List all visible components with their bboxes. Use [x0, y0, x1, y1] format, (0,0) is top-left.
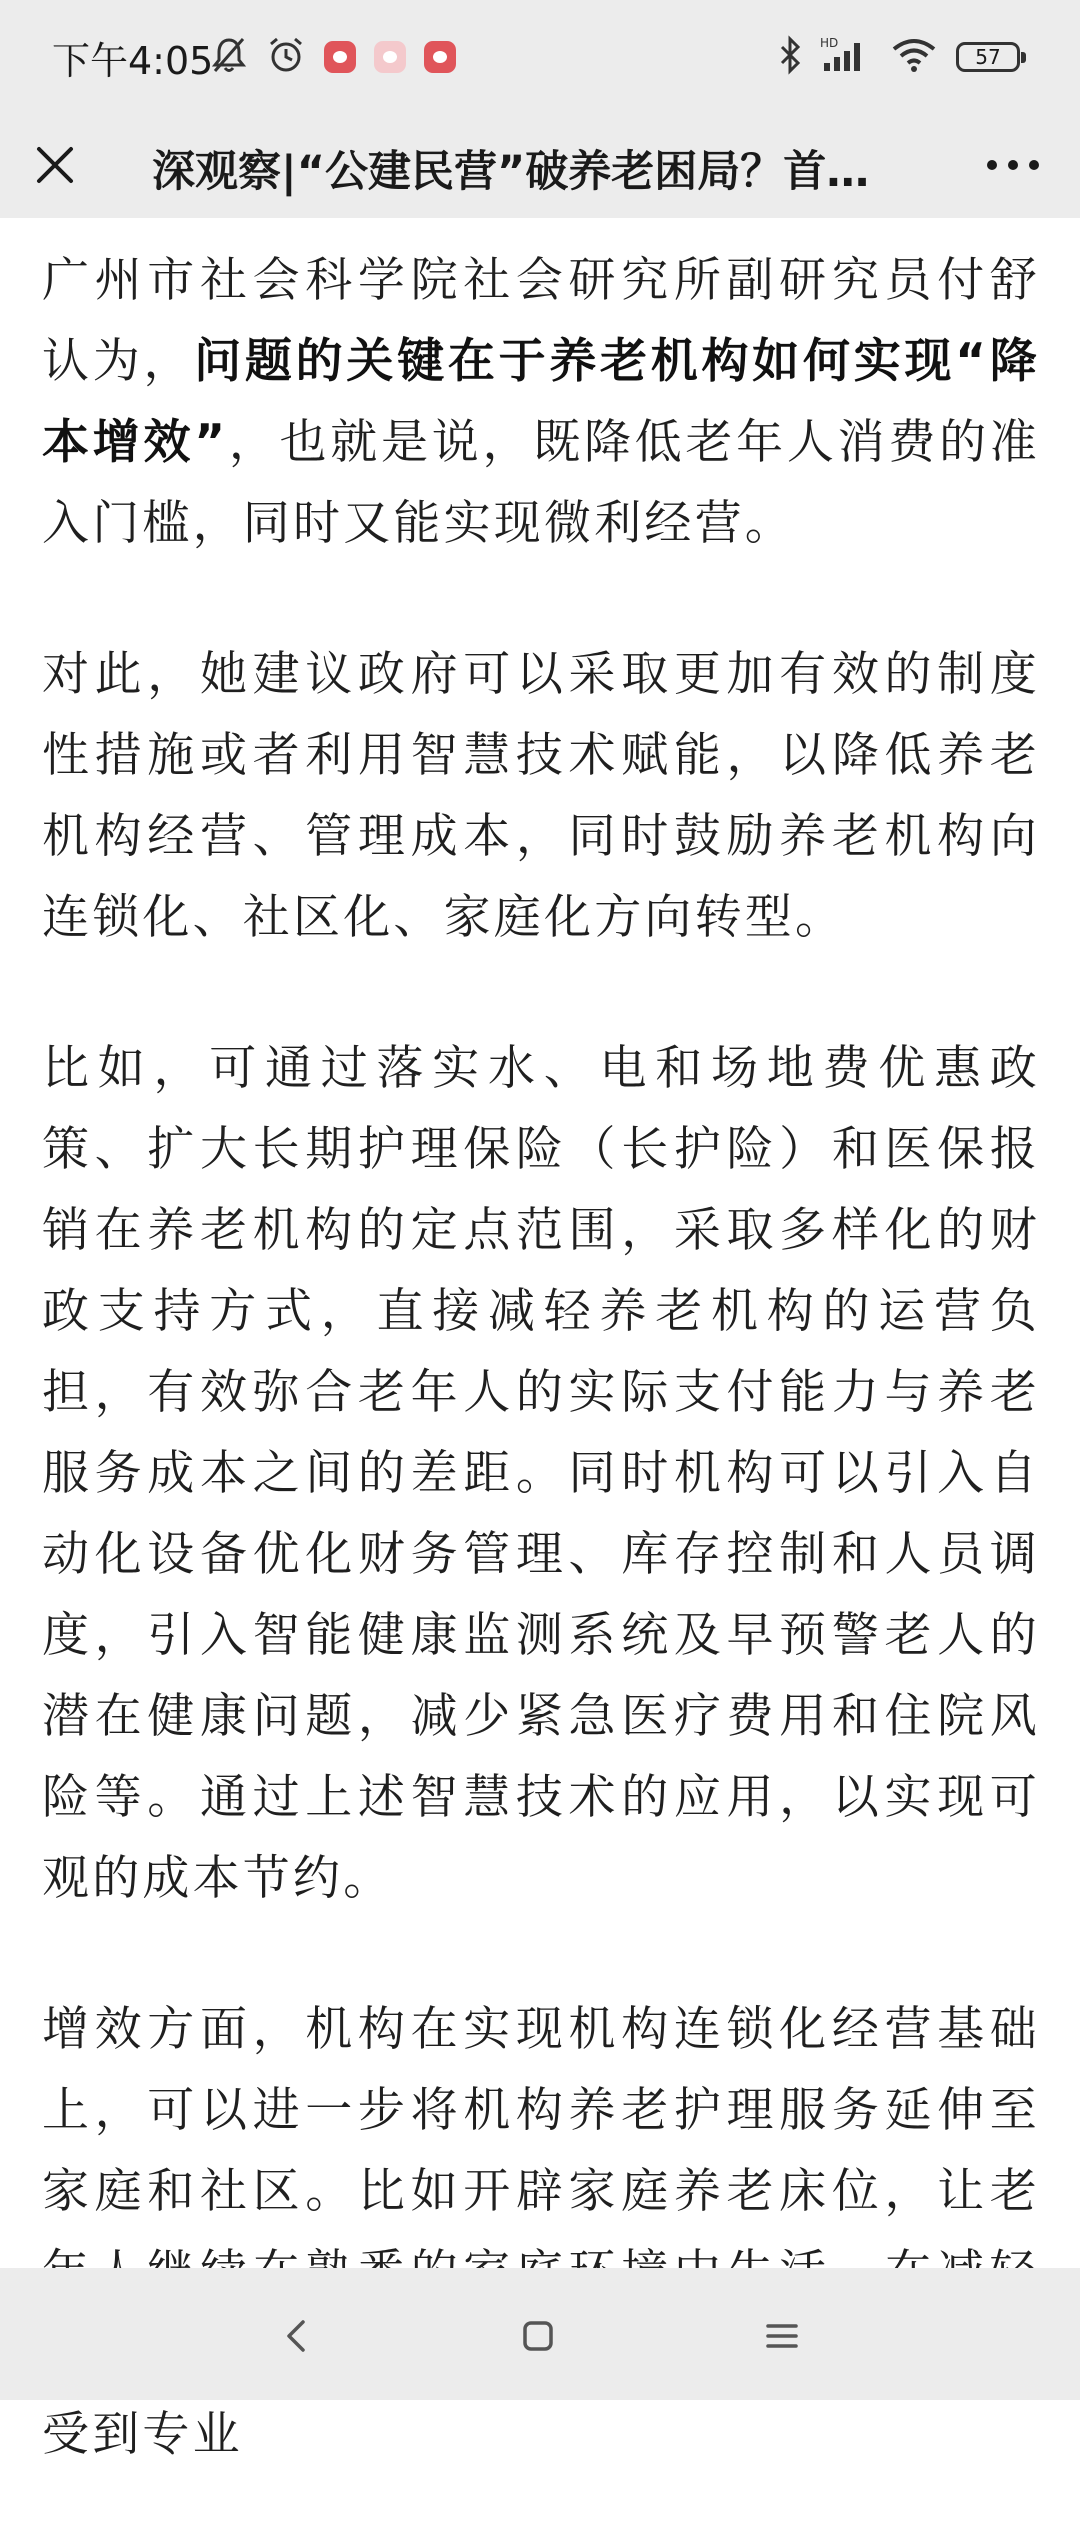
page-title: 深观察|“公建民营”破养老困局？首… [152, 147, 870, 197]
bluetooth-icon [778, 35, 802, 79]
paragraph-text: ，也就是说，既降低老年人消费的准入门槛，同时又能实现微利经营。 [42, 415, 1040, 551]
app-header [0, 112, 1080, 218]
article-body [42, 240, 1040, 2545]
menu-lines-icon [762, 2318, 802, 2354]
status-bar [0, 0, 1080, 112]
battery-icon: 57 [956, 42, 1020, 72]
signal-icon [820, 35, 872, 79]
close-icon [35, 145, 75, 185]
alarm-icon [266, 35, 306, 79]
bottom-navigation-bar [0, 2268, 1080, 2400]
more-options-button[interactable] [968, 132, 1058, 198]
article-paragraph-4: 增效方面，机构在实现机构连锁化经营基础上，可以进一步将机构养老护理服务延伸至家庭和社区。比如开辟家庭养老床位，让老 受到专业 [42, 2002, 1040, 2462]
article-paragraph-2: 对此，她建议政府可以采取更加有效的制度性措施或者利用智慧技术赋能，以降低养老机构经营、管理成本，同时鼓励养老机构向连锁化、社区化、家庭化方向转型。 [42, 647, 1040, 945]
home-button[interactable] [498, 2296, 578, 2376]
app-notification-icon [424, 41, 456, 73]
mute-bell-icon [210, 35, 248, 79]
more-dots-icon [985, 157, 1041, 173]
recents-menu-button[interactable] [742, 2296, 822, 2376]
svg-text:HD: HD [820, 36, 839, 50]
status-time: 下午4:05 [52, 39, 214, 83]
status-notification-icons [210, 32, 456, 82]
app-notification-icon [374, 41, 406, 73]
status-system-icons [778, 32, 1020, 82]
close-button[interactable] [22, 132, 88, 198]
article-paragraph-3: 比如，可通过落实水、电和场地费优惠政策、扩大长期护理保险（长护险）和医保报销在养老机构的定点范围，采取多样化的财政支持方式，直接减轻养老机构的运营负担，有效弥合老年人的实际支付能力与养老服务成本之间的差距。同时机构可以引入自动化设备优化财务管理、库存控制和人员调度，引入智能健康监测系统及早预警老人的潜在健康问题，减少紧急医疗费用和住院风险等。通过上述智慧技术的应用，以实现可观的成本节约。 [42, 1041, 1040, 1906]
paragraph-bold-text: 问题的关键在于养老机构如何实现“降本增效” [42, 334, 1040, 470]
home-square-icon [520, 2318, 556, 2354]
paragraph-text: 广州市社会科学院社会研究所副研究员付舒认为， [42, 253, 1040, 389]
back-button[interactable] [256, 2296, 336, 2376]
article-paragraph-1 [42, 240, 1040, 564]
back-chevron-icon [281, 2316, 311, 2356]
wifi-icon [890, 35, 938, 79]
wechat-notification-icon [324, 41, 356, 73]
